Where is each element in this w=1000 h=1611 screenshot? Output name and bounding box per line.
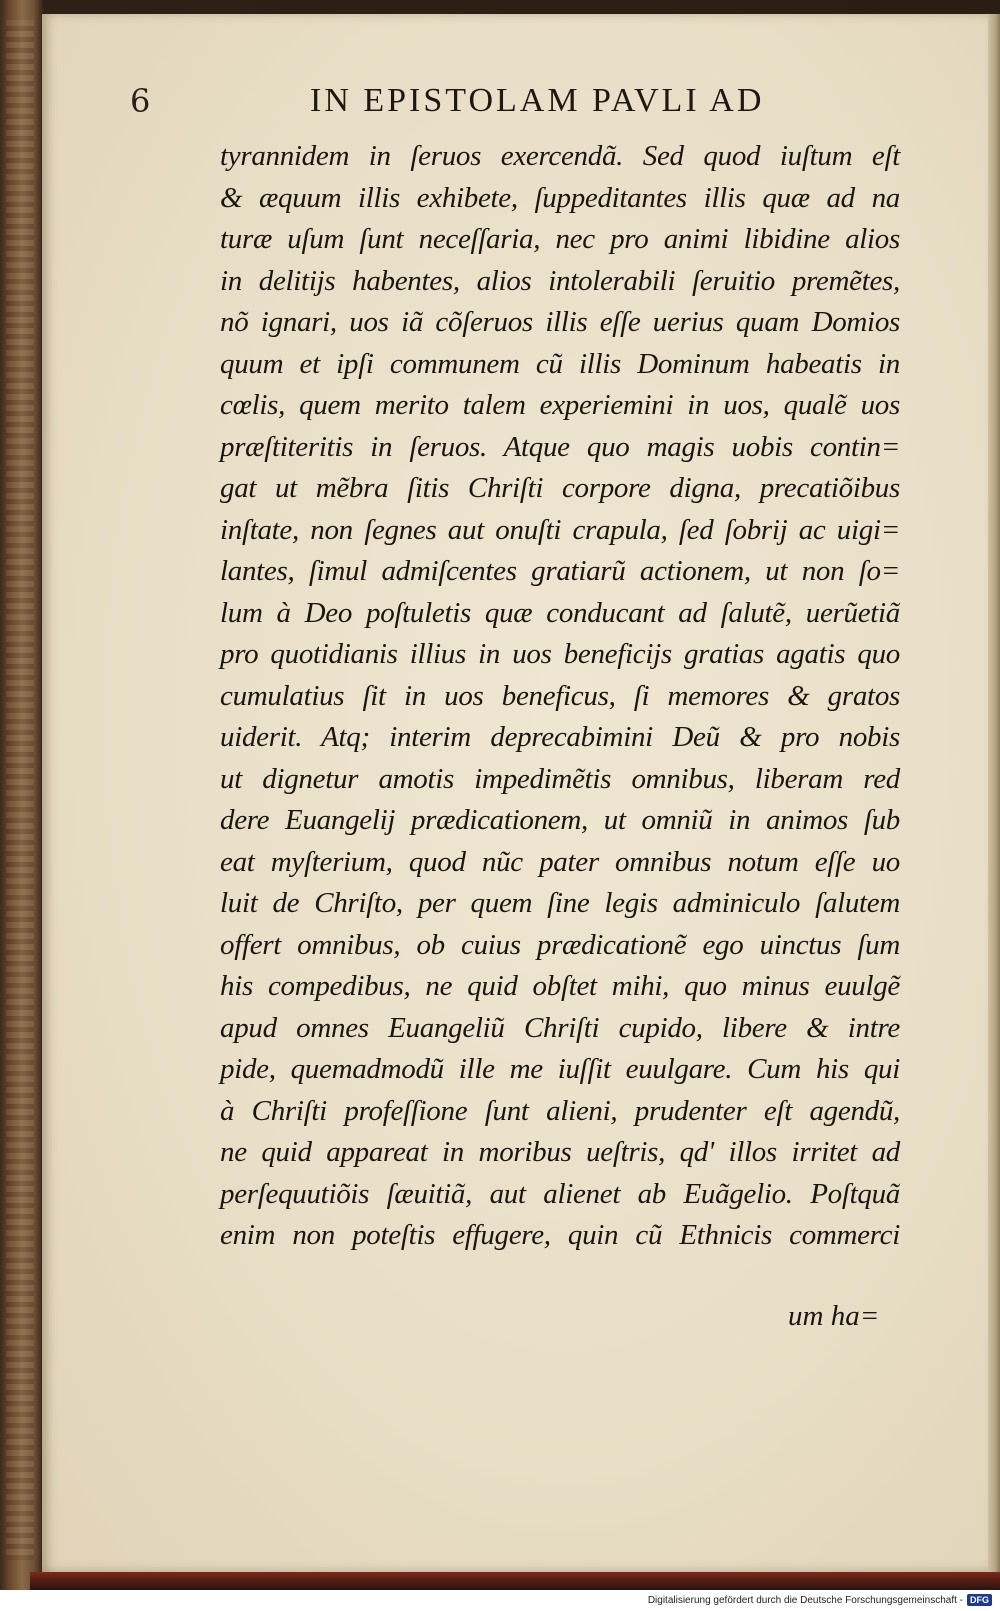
text-line: à Chriſti profeſſione ſunt alieni, prudenter eſt agendũ,	[220, 1094, 900, 1127]
text-line: dere Euangelij prædicationem, ut omniũ in animos ſub	[220, 804, 900, 836]
text-line: præſtiteritis in ſeruos. Atque quo magis uobis contin=	[220, 430, 900, 463]
text-line: lantes, ſimul admiſcentes gratiarũ actionem, ut non ſo=	[220, 555, 900, 587]
page-bottom-edge	[30, 1572, 1000, 1590]
running-head: IN EPISTOLAM PAVLI AD	[310, 82, 765, 119]
text-line: quum et ipſi communem cũ illis Dominum habeatis in	[220, 347, 900, 380]
catchword: um ha=	[788, 1300, 880, 1332]
text-line: uiderit. Atq; interim deprecabimini Deũ & pro nobis	[220, 721, 900, 753]
text-line: lum à Deo poſtuletis quæ conducant ad ſalutẽ, uerũetiã	[220, 596, 900, 629]
text-line: ut dignetur amotis impedimẽtis omnibus, liberam red	[220, 762, 900, 795]
text-line: his compedibus, ne quid obſtet mihi, quo minus euulgẽ	[220, 970, 900, 1002]
text-line: turæ uſum ſunt neceſſaria, nec pro animi libidine alios	[220, 223, 900, 255]
text-line: tyrannidem in ſeruos exercendã. Sed quod iuſtum eſt	[220, 140, 900, 172]
text-line: pro quotidianis illius in uos beneficijs gratias agatis quo	[220, 638, 900, 670]
text-line: eat myſterium, quod nũc pater omnibus notum eſſe uo	[220, 845, 900, 878]
text-line: enim non poteſtis effugere, quin cũ Ethnicis commerci	[220, 1219, 900, 1251]
page-fore-edge	[988, 14, 1000, 1576]
text-line: cœlis, quem merito talem experiemini in uos, qualẽ uos	[220, 389, 900, 421]
text-line: perſequutiõis ſæuitiã, aut alienet ab Euãgelio. Poſtquã	[220, 1177, 900, 1210]
text-line: ne quid appareat in moribus ueſtris, qd' illos irritet ad	[220, 1136, 900, 1168]
text-line: inſtate, non ſegnes aut onuſti crapula, ſed ſobrij ac uigi=	[220, 513, 900, 546]
text-line: offert omnibus, ob cuius prædicationẽ ego uinctus ſum	[220, 928, 900, 961]
body-text	[220, 136, 900, 1257]
text-line: & æquum illis exhibete, ſuppeditantes illis quæ ad na	[220, 181, 900, 214]
text-line: in delitijs habentes, alios intolerabili ſeruitio premẽtes,	[220, 264, 900, 297]
text-line: cumulatius ſit in uos beneficus, ſi memores & gratos	[220, 679, 900, 712]
page-number: 6	[130, 82, 151, 120]
text-line: nõ ignari, uos iã cõſeruos illis eſſe uerius quam Domios	[220, 306, 900, 338]
text-line: apud omnes Euangeliũ Chriſti cupido, libere & intre	[220, 1011, 900, 1044]
text-line: luit de Chriſto, per quem ſine legis adminiculo ſalutem	[220, 887, 900, 919]
text-line: gat ut mẽbra ſitis Chriſti corpore digna, precatiõibus	[220, 472, 900, 504]
book-spine-edge	[6, 20, 34, 1560]
dfg-logo: DFG	[967, 1594, 992, 1606]
digitization-credit	[648, 1594, 992, 1606]
text-line: pide, quemadmodũ ille me iuſſit euulgare. Cum his qui	[220, 1053, 900, 1085]
credit-text: Digitalisierung gefördert durch die Deutsche Forschungsgemeinschaft -	[647, 1594, 963, 1606]
